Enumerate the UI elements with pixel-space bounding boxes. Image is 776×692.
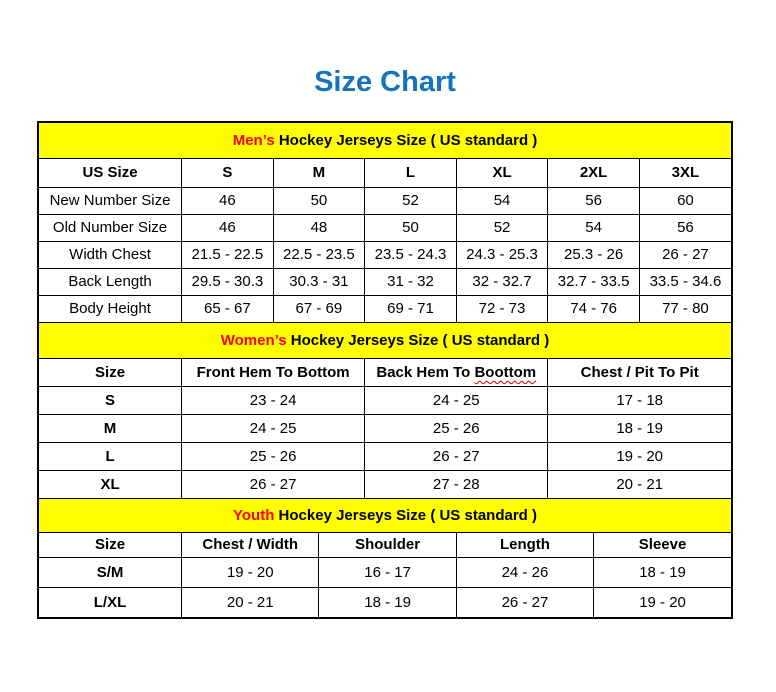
value-cell: 52 [456, 214, 548, 241]
row-label-cell: New Number Size [39, 187, 182, 214]
value-cell: 69 - 71 [365, 295, 457, 322]
table-row [39, 387, 731, 415]
value-cell: 30.3 - 31 [273, 268, 365, 295]
column-header-cell: Length [456, 533, 593, 557]
table-row [39, 268, 731, 295]
mens-size-table [39, 159, 731, 323]
value-cell: 65 - 67 [182, 295, 274, 322]
table-row [39, 415, 731, 443]
mens-header-rest: Hockey Jerseys Size ( US standard ) [274, 132, 538, 149]
size-chart-table [37, 121, 733, 619]
value-cell: 46 [182, 214, 274, 241]
misspelled-word: Boottom [474, 363, 537, 381]
value-cell: 19 - 20 [548, 443, 731, 471]
column-header-cell: US Size [39, 159, 182, 187]
row-label-cell: S [39, 387, 182, 415]
value-cell: 25 - 26 [365, 415, 548, 443]
page-title: Size Chart [314, 66, 456, 98]
column-header-cell: XL [456, 159, 548, 187]
row-label-cell: L/XL [39, 587, 182, 617]
value-cell: 26 - 27 [639, 241, 731, 268]
value-cell: 54 [548, 214, 640, 241]
womens-header-rest: Hockey Jerseys Size ( US standard ) [286, 331, 550, 349]
value-cell: 46 [182, 187, 274, 214]
value-cell: 22.5 - 23.5 [273, 241, 365, 268]
value-cell: 25 - 26 [182, 443, 365, 471]
column-header-cell: 2XL [548, 159, 640, 187]
table-row [39, 295, 731, 322]
value-cell: 26 - 27 [365, 443, 548, 471]
column-header-cell: M [273, 159, 365, 187]
value-cell: 33.5 - 34.6 [639, 268, 731, 295]
value-cell: 25.3 - 26 [548, 241, 640, 268]
value-cell: 20 - 21 [182, 587, 319, 617]
table-row [39, 241, 731, 268]
value-cell: 17 - 18 [548, 387, 731, 415]
column-header-cell: L [365, 159, 457, 187]
column-header-cell: Shoulder [319, 533, 456, 557]
value-cell: 24 - 25 [182, 415, 365, 443]
row-label-cell: XL [39, 471, 182, 499]
row-label-cell: Width Chest [39, 241, 182, 268]
row-label-cell: Back Length [39, 268, 182, 295]
value-cell: 32 - 32.7 [456, 268, 548, 295]
value-cell: 16 - 17 [319, 557, 456, 587]
value-cell: 54 [456, 187, 548, 214]
value-cell: 18 - 19 [594, 557, 731, 587]
youth-header-rest: Hockey Jerseys Size ( US standard ) [274, 507, 537, 524]
value-cell: 50 [273, 187, 365, 214]
mens-header-highlight: Men’s [232, 132, 275, 149]
row-label-cell: Old Number Size [39, 214, 182, 241]
table-row [39, 214, 731, 241]
value-cell: 77 - 80 [639, 295, 731, 322]
value-cell: 20 - 21 [548, 471, 731, 499]
table-row [39, 557, 731, 587]
column-header-cell: Front Hem To Bottom [182, 359, 365, 387]
row-label-cell: S/M [39, 557, 182, 587]
value-cell: 74 - 76 [548, 295, 640, 322]
row-label-cell: M [39, 415, 182, 443]
column-header-cell [365, 359, 548, 387]
column-header-cell: S [182, 159, 274, 187]
womens-column-header-row [39, 359, 731, 387]
value-cell: 24.3 - 25.3 [456, 241, 548, 268]
youth-section-header [39, 499, 731, 533]
value-cell: 18 - 19 [548, 415, 731, 443]
value-cell: 19 - 20 [182, 557, 319, 587]
value-cell: 23 - 24 [182, 387, 365, 415]
value-cell: 56 [639, 214, 731, 241]
value-cell: 27 - 28 [365, 471, 548, 499]
table-row [39, 187, 731, 214]
value-cell: 29.5 - 30.3 [182, 268, 274, 295]
value-cell: 31 - 32 [365, 268, 457, 295]
value-cell: 24 - 25 [365, 387, 548, 415]
table-row [39, 471, 731, 499]
value-cell: 21.5 - 22.5 [182, 241, 274, 268]
column-header-cell: Chest / Width [182, 533, 319, 557]
youth-header-highlight: Youth [233, 507, 275, 524]
row-label-cell: L [39, 443, 182, 471]
value-cell: 32.7 - 33.5 [548, 268, 640, 295]
mens-section-header [39, 123, 731, 159]
column-header-cell: 3XL [639, 159, 731, 187]
column-header-cell: Chest / Pit To Pit [548, 359, 731, 387]
mens-column-header-row [39, 159, 731, 187]
value-cell: 52 [365, 187, 457, 214]
column-header-cell: Size [39, 533, 182, 557]
youth-column-header-row [39, 533, 731, 557]
value-cell: 23.5 - 24.3 [365, 241, 457, 268]
womens-section-header [39, 323, 731, 359]
column-header-cell: Size [39, 359, 182, 387]
value-cell: 50 [365, 214, 457, 241]
value-cell: 26 - 27 [456, 587, 593, 617]
value-cell: 19 - 20 [594, 587, 731, 617]
womens-header-highlight: Women’s [220, 331, 287, 349]
value-cell: 72 - 73 [456, 295, 548, 322]
table-row [39, 443, 731, 471]
value-cell: 56 [548, 187, 640, 214]
value-cell: 26 - 27 [182, 471, 365, 499]
column-header-cell: Sleeve [594, 533, 731, 557]
column-header-text: Back Hem To [376, 363, 475, 381]
table-row [39, 587, 731, 617]
value-cell: 18 - 19 [319, 587, 456, 617]
womens-size-table [39, 359, 731, 500]
value-cell: 24 - 26 [456, 557, 593, 587]
youth-size-table [39, 533, 731, 617]
value-cell: 67 - 69 [273, 295, 365, 322]
value-cell: 48 [273, 214, 365, 241]
value-cell: 60 [639, 187, 731, 214]
row-label-cell: Body Height [39, 295, 182, 322]
